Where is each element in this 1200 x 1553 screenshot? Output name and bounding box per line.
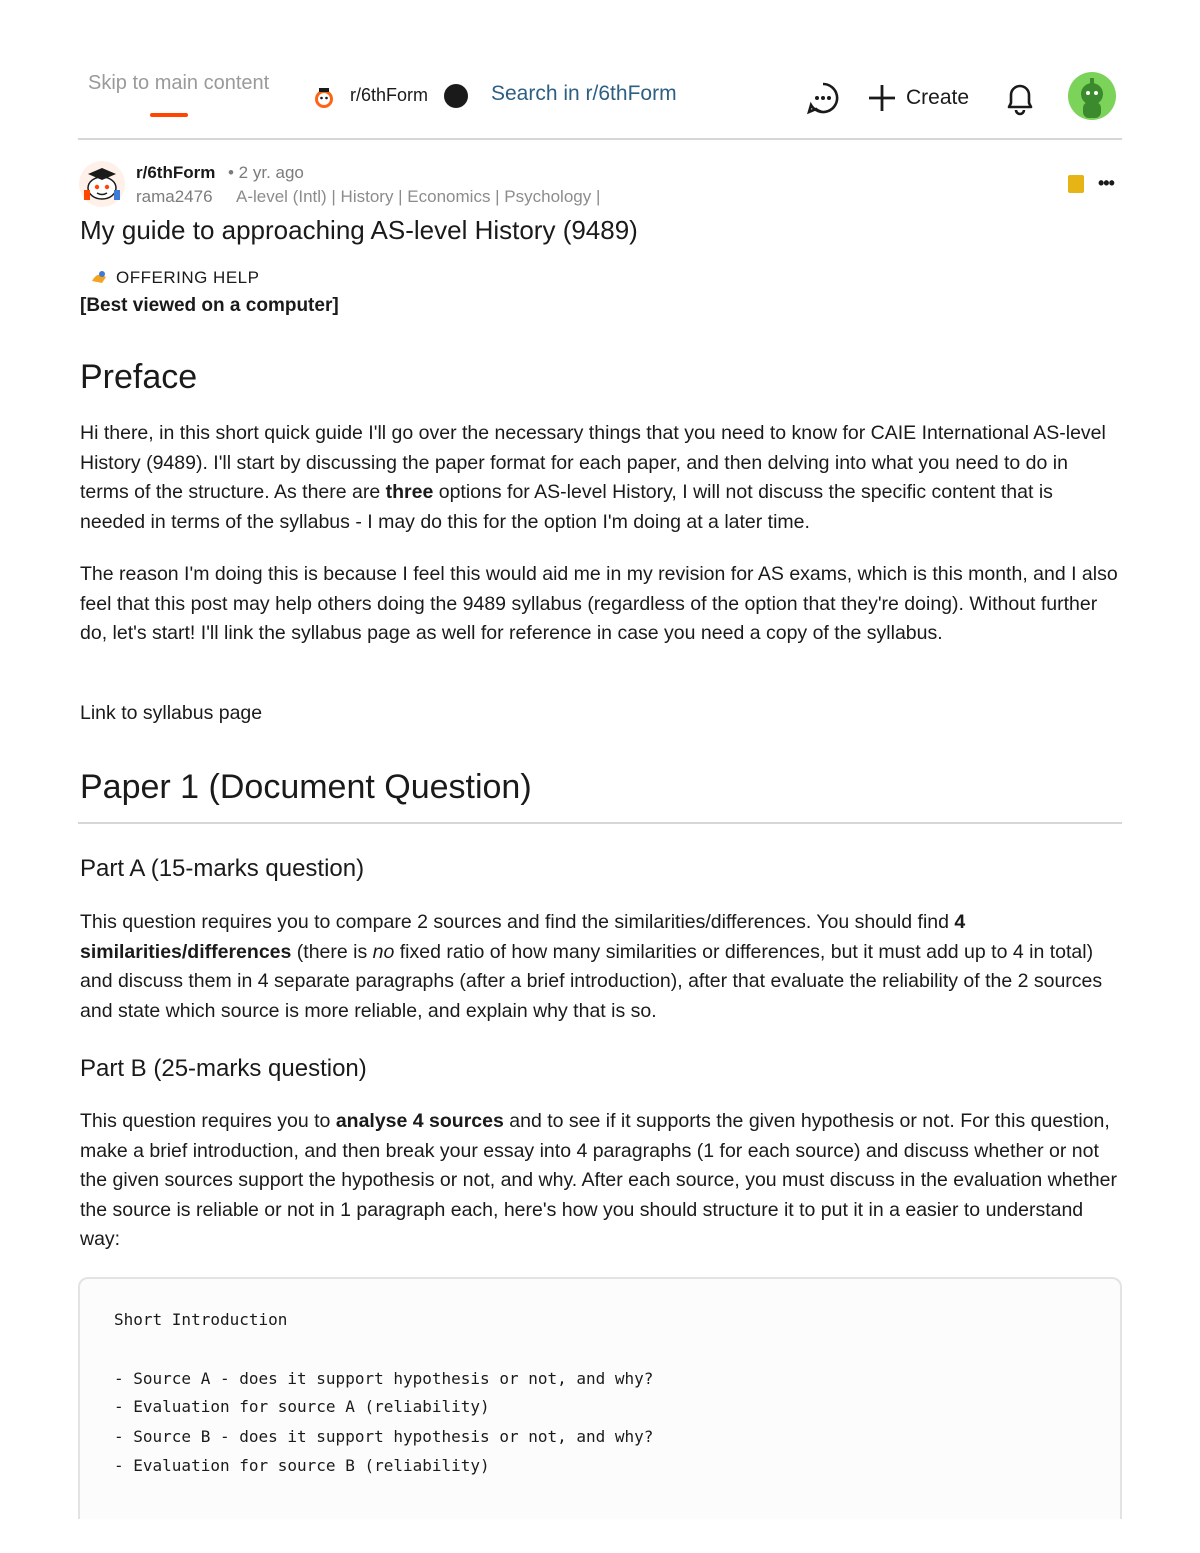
snoo-avatar-icon (1068, 72, 1116, 120)
post-title: My guide to approaching AS-level History (9489) (80, 215, 638, 245)
post-note: [Best viewed on a computer] (80, 295, 339, 316)
subreddit-name[interactable]: r/6thForm (350, 85, 429, 105)
code-line: - Source A - does it support hypothesis or not, and why? (114, 1369, 654, 1388)
code-line: - Evaluation for source A (reliability) (114, 1397, 490, 1416)
more-options-icon[interactable]: ••• (1098, 173, 1114, 193)
code-line: Short Introduction (114, 1310, 288, 1329)
create-label: Create (906, 86, 970, 109)
paper1-heading: Paper 1 (Document Question) (80, 768, 532, 806)
syllabus-link[interactable]: Link to syllabus page (80, 702, 263, 724)
snoo-graduate-icon (78, 160, 126, 208)
code-block (78, 1277, 1122, 1519)
create-button[interactable] (866, 80, 969, 116)
subreddit-avatar[interactable] (78, 160, 126, 208)
bookmark-icon[interactable] (1068, 175, 1084, 193)
subreddit-icon[interactable] (312, 86, 336, 110)
post-timestamp: • 2 yr. ago (228, 163, 304, 182)
post-subreddit-link[interactable]: r/6thForm (136, 163, 216, 182)
skip-link-underline (150, 113, 188, 117)
author-flair: A-level (Intl) | History | Economics | Psychology | (236, 187, 601, 206)
preface-paragraph-1: Hi there, in this short quick guide I'll go over the necessary things that you need to know for CAIE International AS-level History (9489). I'll start by discussing the paper format for each paper, and then delving into what you need to do in terms of the structure. As there are three options for AS-level History, I will not discuss the specific content that is needed in terms of the syllabus - I may do this for the option I'm doing at a later time. (80, 422, 1106, 533)
bell-icon[interactable] (1003, 80, 1037, 116)
top-nav (78, 60, 1122, 140)
post-flair-label: OFFERING HELP (116, 268, 260, 287)
post-flair[interactable] (90, 268, 259, 288)
chat-icon[interactable] (805, 80, 841, 116)
post-author-link[interactable]: rama2476 (136, 187, 213, 206)
subreddit-dropdown-icon[interactable] (444, 84, 468, 108)
code-line: - Evaluation for source B (reliability) (114, 1456, 490, 1475)
skip-to-content-link[interactable]: Skip to main content (88, 72, 270, 94)
part-a-paragraph: This question requires you to compare 2 sources and find the similarities/differences. You should find 4 similarities/differences (there is no fixed ratio of how many similarities or differences, but it must add up to 4 in total) and discuss them in 4 separate paragraphs (after a brief introduction), after that evaluate the reliability of the 2 sources and state which source is more reliable, and explain why that is so. (80, 911, 1103, 1022)
preface-paragraph-2: The reason I'm doing this is because I feel this would aid me in my revision for AS exams, which is this month, and I also feel that this post may help others doing the 9489 syllabus (regardless of the option that they're doing). Without further do, let's start! I'll link the syllabus page as well for reference in case you need a copy of the syllabus. (80, 563, 1118, 644)
part-b-heading: Part B (25-marks question) (80, 1055, 367, 1082)
helping-hand-icon (90, 269, 108, 287)
preface-heading: Preface (80, 358, 198, 396)
plus-icon (866, 82, 898, 114)
code-line: - Source B - does it support hypothesis or not, and why? (114, 1427, 654, 1446)
user-avatar[interactable] (1068, 72, 1116, 120)
search-input[interactable]: Search in r/6thForm (491, 82, 677, 105)
section-divider (78, 822, 1122, 824)
part-a-heading: Part A (15-marks question) (80, 855, 365, 882)
part-b-paragraph: This question requires you to analyse 4 sources and to see if it supports the given hypothesis or not. For this question, make a brief introduction, and then break your essay into 4 paragraphs (1 for each source) and discuss whether or not the given sources support the hypothesis or not, and why. After each source, you must discuss in the evaluation whether the source is reliable or not in 1 paragraph each, here's how you should structure it to put it in a easier to understand way: (80, 1110, 1117, 1250)
